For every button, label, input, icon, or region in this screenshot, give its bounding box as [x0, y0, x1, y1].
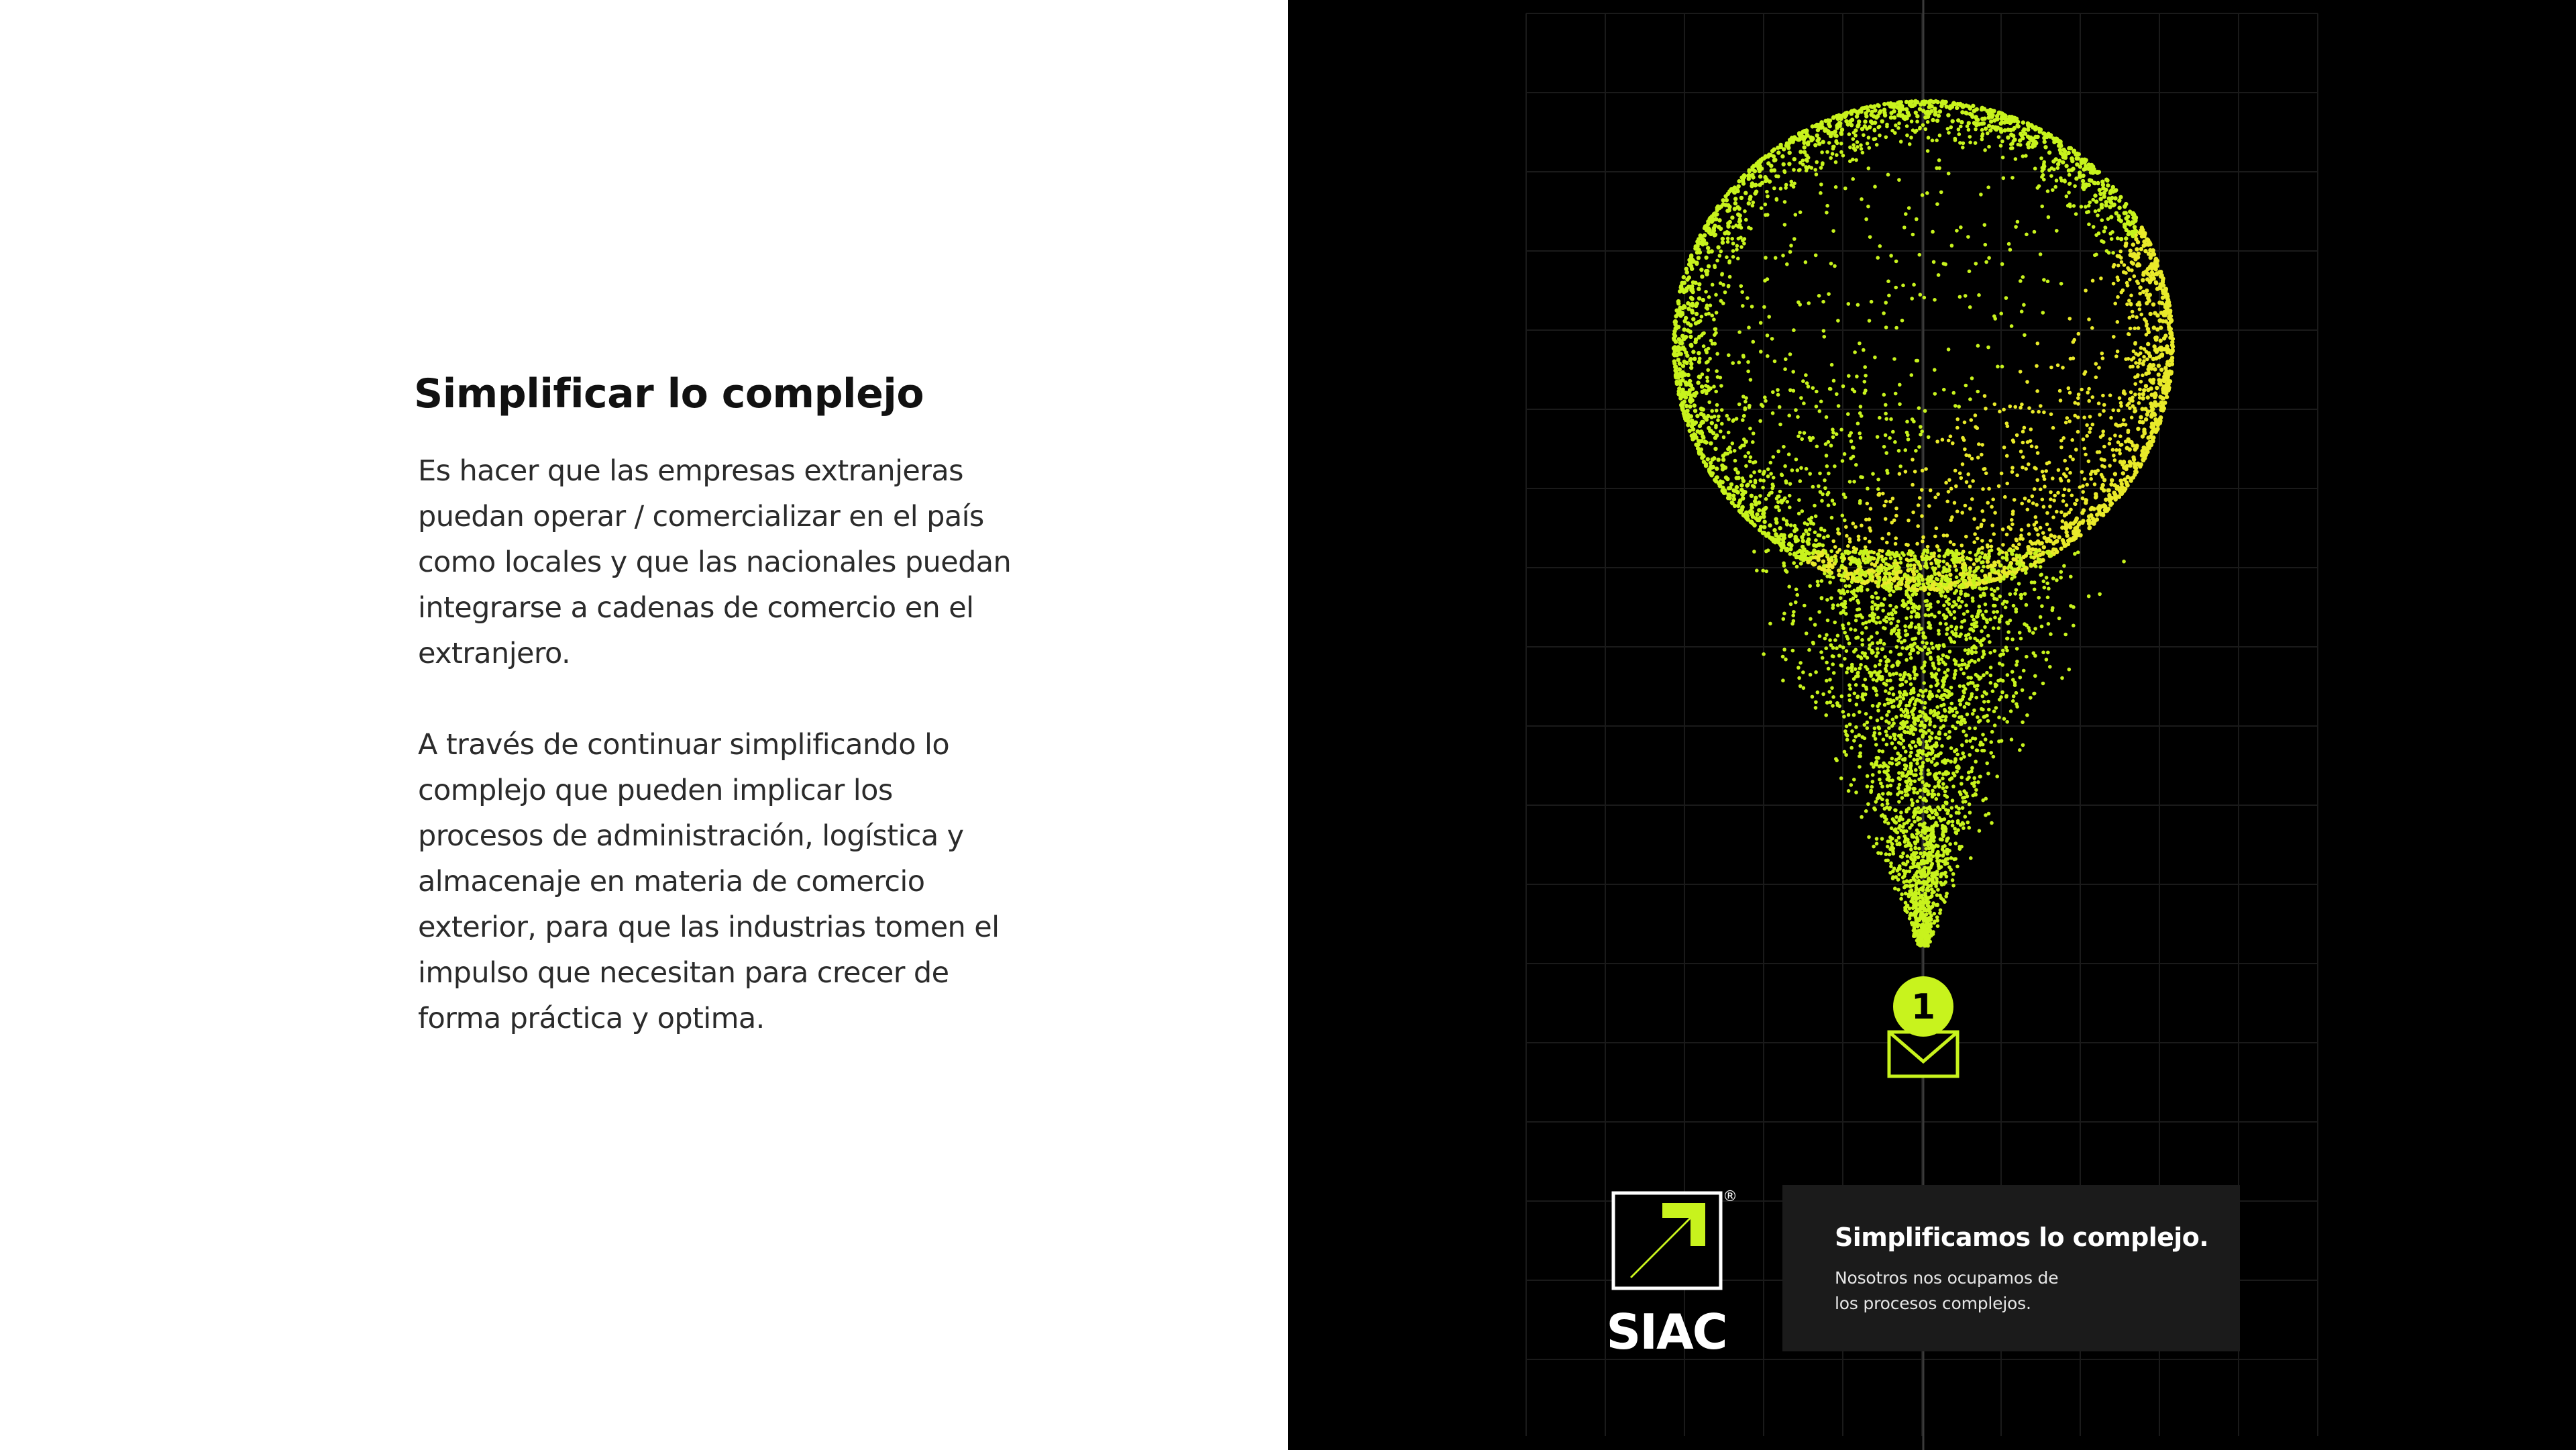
paragraph-line: puedan operar / comercializar en el país: [418, 500, 984, 533]
tagline-card: [1782, 1185, 2240, 1351]
notification-envelope: [1889, 976, 1957, 1076]
registered-mark: ®: [1723, 1188, 1737, 1205]
dotted-particle-cloud: [1752, 548, 2126, 947]
siac-logo: [1606, 1188, 1737, 1360]
paragraph-line: Es hacer que las empresas extranjeras: [418, 454, 963, 488]
paragraph-line: A través de continuar simplificando lo: [418, 728, 950, 762]
paragraph-line: exterior, para que las industrias tomen el: [418, 911, 1000, 944]
tagline-subtitle-line: Nosotros nos ocupamos de: [1835, 1268, 2059, 1288]
logo-wordmark: SIAC: [1606, 1304, 1727, 1360]
page-heading: Simplificar lo complejo: [414, 370, 924, 417]
tagline-title: Simplificamos lo complejo.: [1835, 1223, 2209, 1252]
detail-paragraph: [418, 722, 1035, 1041]
intro-paragraph: [418, 448, 1035, 676]
paragraph-line: almacenaje en materia de comercio: [418, 865, 925, 898]
tagline-subtitle-line: los procesos complejos.: [1835, 1294, 2031, 1313]
paragraph-line: integrarse a cadenas de comercio en el: [418, 591, 974, 625]
notification-badge-count: 1: [1911, 987, 1936, 1027]
paragraph-line: extranjero.: [418, 637, 571, 670]
paragraph-line: impulso que necesitan para crecer de: [418, 956, 949, 990]
paragraph-line: forma práctica y optima.: [418, 1002, 765, 1035]
paragraph-line: como locales y que las nacionales puedan: [418, 546, 1012, 579]
tagline-subtitle: [1835, 1265, 2170, 1316]
paragraph-line: procesos de administración, logística y: [418, 819, 964, 853]
paragraph-line: complejo que pueden implicar los: [418, 774, 893, 807]
